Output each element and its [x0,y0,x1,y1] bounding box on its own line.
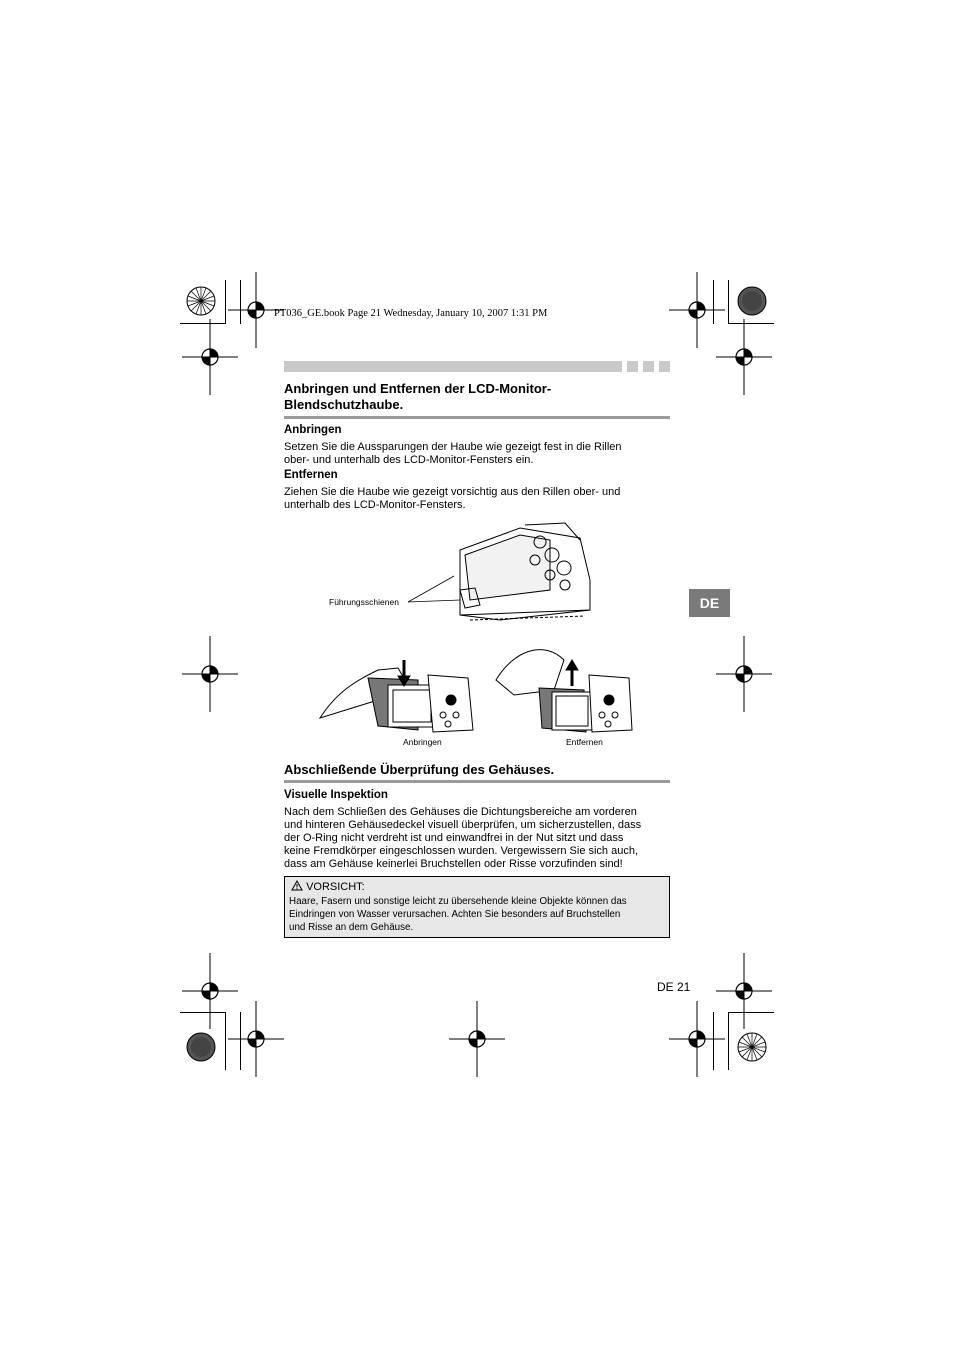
color-target-icon [187,1033,215,1061]
crosshair-icon [182,319,238,395]
crosshair-icon [669,272,725,348]
crosshair-icon [449,1001,505,1077]
leader-lines [404,570,464,610]
subheading-visual-inspection: Visuelle Inspektion [284,789,388,801]
section-title: Anbringen und Entfernen der LCD-Monitor- Blendschutzhaube. [284,381,552,412]
header-square [659,361,670,372]
figure-label-attach: Anbringen [403,737,442,747]
subheading-anbringen: Anbringen [284,424,342,436]
header-square [643,361,654,372]
color-target-icon [738,1033,766,1061]
page-number: DE 21 [657,980,691,994]
caution-text: Haare, Fasern und sonstige leicht zu übersehende kleine Objekte können das Eindringen von Wasser verursachen. Achten Sie besonders auf Bruchstellen und Risse an dem Gehäuse. [289,896,627,933]
print-header: PT036_GE.book Page 21 Wednesday, January 10, 2007 1:31 PM [274,308,548,319]
section-rule [284,416,670,419]
subheading-entfernen: Entfernen [284,469,338,481]
figure-label-guide-rails: Führungsschienen [329,597,399,607]
header-bar [284,361,622,372]
crosshair-icon [182,636,238,712]
attach-illustration [318,640,478,740]
crosshair-icon [182,953,238,1029]
crosshair-icon [716,953,772,1029]
section-title-check: Abschließende Überprüfung des Gehäuses. [284,762,555,777]
housing-illustration [440,520,600,624]
paragraph-anbringen: Setzen Sie die Aussparungen der Haube wie gezeigt fest in die Rillen ober- und unterhalb des LCD-Monitor-Fensters ein. [284,441,622,466]
caution-box [284,876,670,938]
paragraph-inspection: Nach dem Schließen des Gehäuses die Dichtungsbereiche am vorderen und hinteren Gehäusedeckel visuell überprüfen, um sicherzustellen, dass der O-Ring nicht verdreht ist und einwandfrei in der Nut sitzt und dass keine Fremdkörper eingeschlossen wurden. Vergewissern Sie sich auch, dass am Gehäuse keinerlei Bruchstellen oder Risse vorzufinden sind! [284,806,642,870]
figure-label-remove: Entfernen [566,737,603,747]
warning-icon [291,880,303,891]
caution-title: VORSICHT: [291,880,365,893]
crosshair-icon [716,636,772,712]
paragraph-entfernen: Ziehen Sie die Haube wie gezeigt vorsichtig aus den Rillen ober- und unterhalb des LCD-Monitor-Fensters. [284,486,621,511]
color-target-icon [738,287,766,315]
remove-illustration [494,640,636,740]
crosshair-icon [228,1001,284,1077]
section-rule [284,780,670,783]
header-square [627,361,638,372]
color-target-icon [187,287,215,315]
crosshair-icon [716,319,772,395]
crosshair-icon [669,1001,725,1077]
language-tab: DE [689,589,730,617]
